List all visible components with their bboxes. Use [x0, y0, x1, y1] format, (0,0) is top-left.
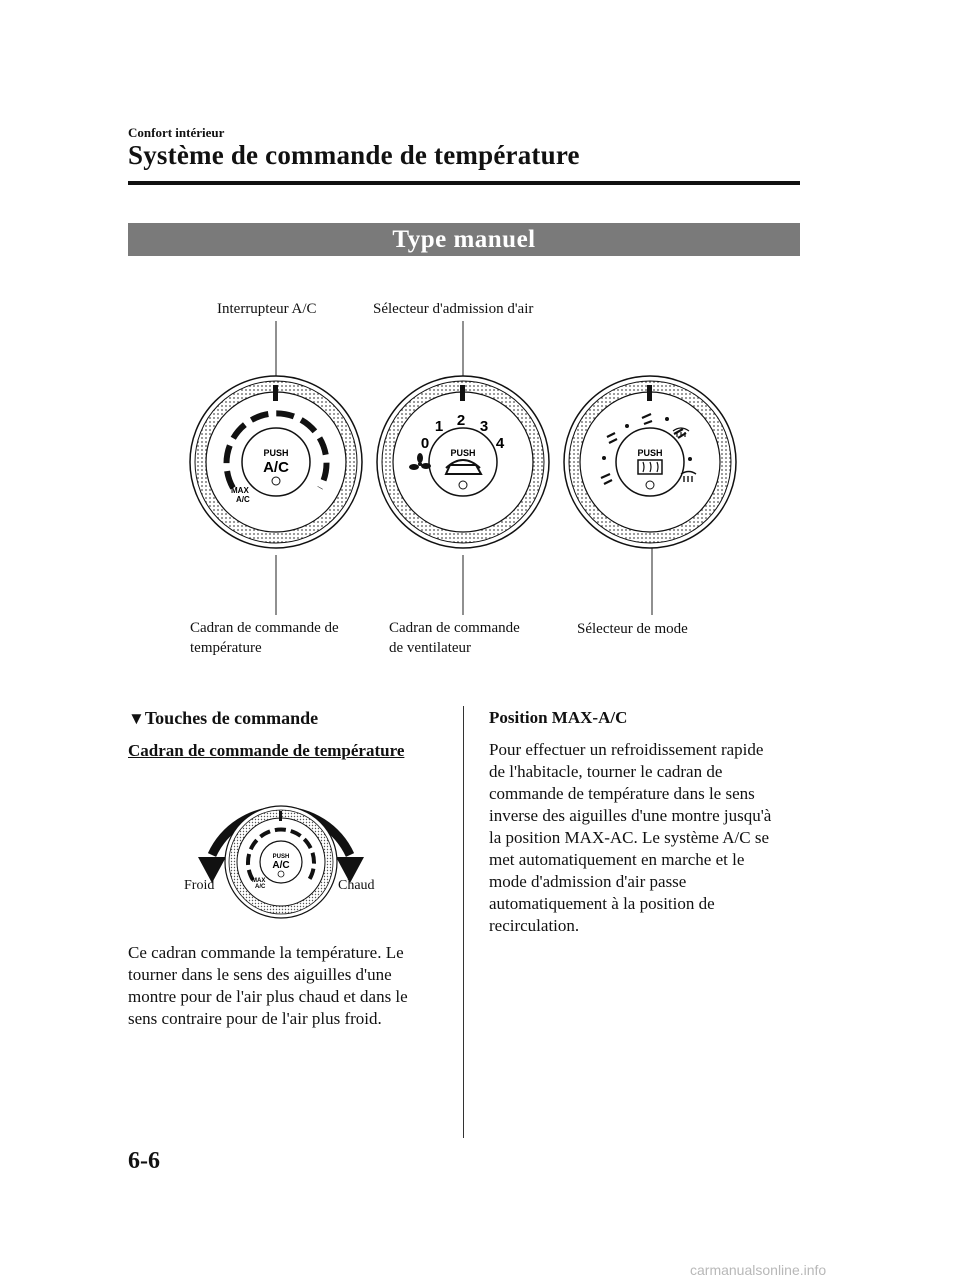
small-max-text: MAX — [252, 878, 266, 884]
fan-speed-0: 0 — [420, 435, 430, 452]
fan-speed-3: 3 — [479, 418, 489, 435]
callout-temp-dial-line2: température — [190, 640, 262, 656]
callout-fan-dial-line1: Cadran de commande — [389, 620, 520, 636]
column-divider — [463, 706, 464, 1138]
callout-temp-dial-line1: Cadran de commande de — [190, 620, 339, 636]
page-number: 6-6 — [128, 1148, 160, 1174]
temp-dial-paragraph: Ce cadran commande la température. Le tourner dans le sens des aiguilles d'une montre pour de l'air plus chaud et dans le sens contraire pour de l'air plus froid. — [128, 943, 408, 1028]
max-ac-heading: Position MAX-A/C — [489, 708, 628, 727]
temperature-dial[interactable] — [190, 376, 362, 548]
ac-text: A/C — [263, 459, 289, 476]
section-label: Confort intérieur — [128, 125, 225, 140]
max-ac-paragraph: Pour effectuer un refroidissement rapide de l'habitacle, tourner le cadran de commande de température dans le sens inverse des aiguilles d'une montre jusqu'à la position MAX-AC. Le système A/C se met automatiquement en marche et le mode d'admission d'air passe automatiquement à la position de recirculation. — [489, 740, 772, 935]
page-title: Système de commande de température — [128, 140, 580, 170]
controls-heading: ▼Touches de commande — [128, 708, 319, 728]
fan-push-text: PUSH — [450, 448, 476, 458]
banner-title: Type manuel — [392, 226, 536, 253]
small-ac-text: A/C — [272, 860, 290, 871]
cold-label: Froid — [184, 878, 215, 893]
fan-speed-1: 1 — [434, 418, 444, 435]
callout-intake-selector: Sélecteur d'admission d'air — [373, 301, 534, 317]
small-push-text: PUSH — [272, 854, 290, 860]
fan-dial[interactable] — [377, 376, 549, 548]
fan-speed-4: 4 — [495, 435, 505, 452]
callout-mode-selector: Sélecteur de mode — [577, 621, 688, 637]
ac-push-text: PUSH — [263, 448, 289, 458]
callout-fan-dial-line2: de ventilateur — [389, 640, 472, 656]
hot-label: Chaud — [338, 878, 375, 893]
small-max-ac-text: A/C — [255, 884, 266, 890]
mode-dial[interactable] — [564, 376, 736, 548]
max-ac-text: A/C — [236, 495, 250, 504]
callout-ac-switch: Interrupteur A/C — [217, 301, 317, 317]
max-text: MAX — [231, 486, 249, 495]
watermark: carmanualsonline.info — [690, 1262, 827, 1278]
temp-dial-small-figure — [170, 785, 400, 935]
heading-marker-icon: ▼ — [128, 709, 145, 728]
mode-push-text: PUSH — [637, 448, 663, 458]
temp-dial-subheading: Cadran de commande de température — [128, 741, 405, 760]
fan-speed-2: 2 — [456, 412, 466, 429]
